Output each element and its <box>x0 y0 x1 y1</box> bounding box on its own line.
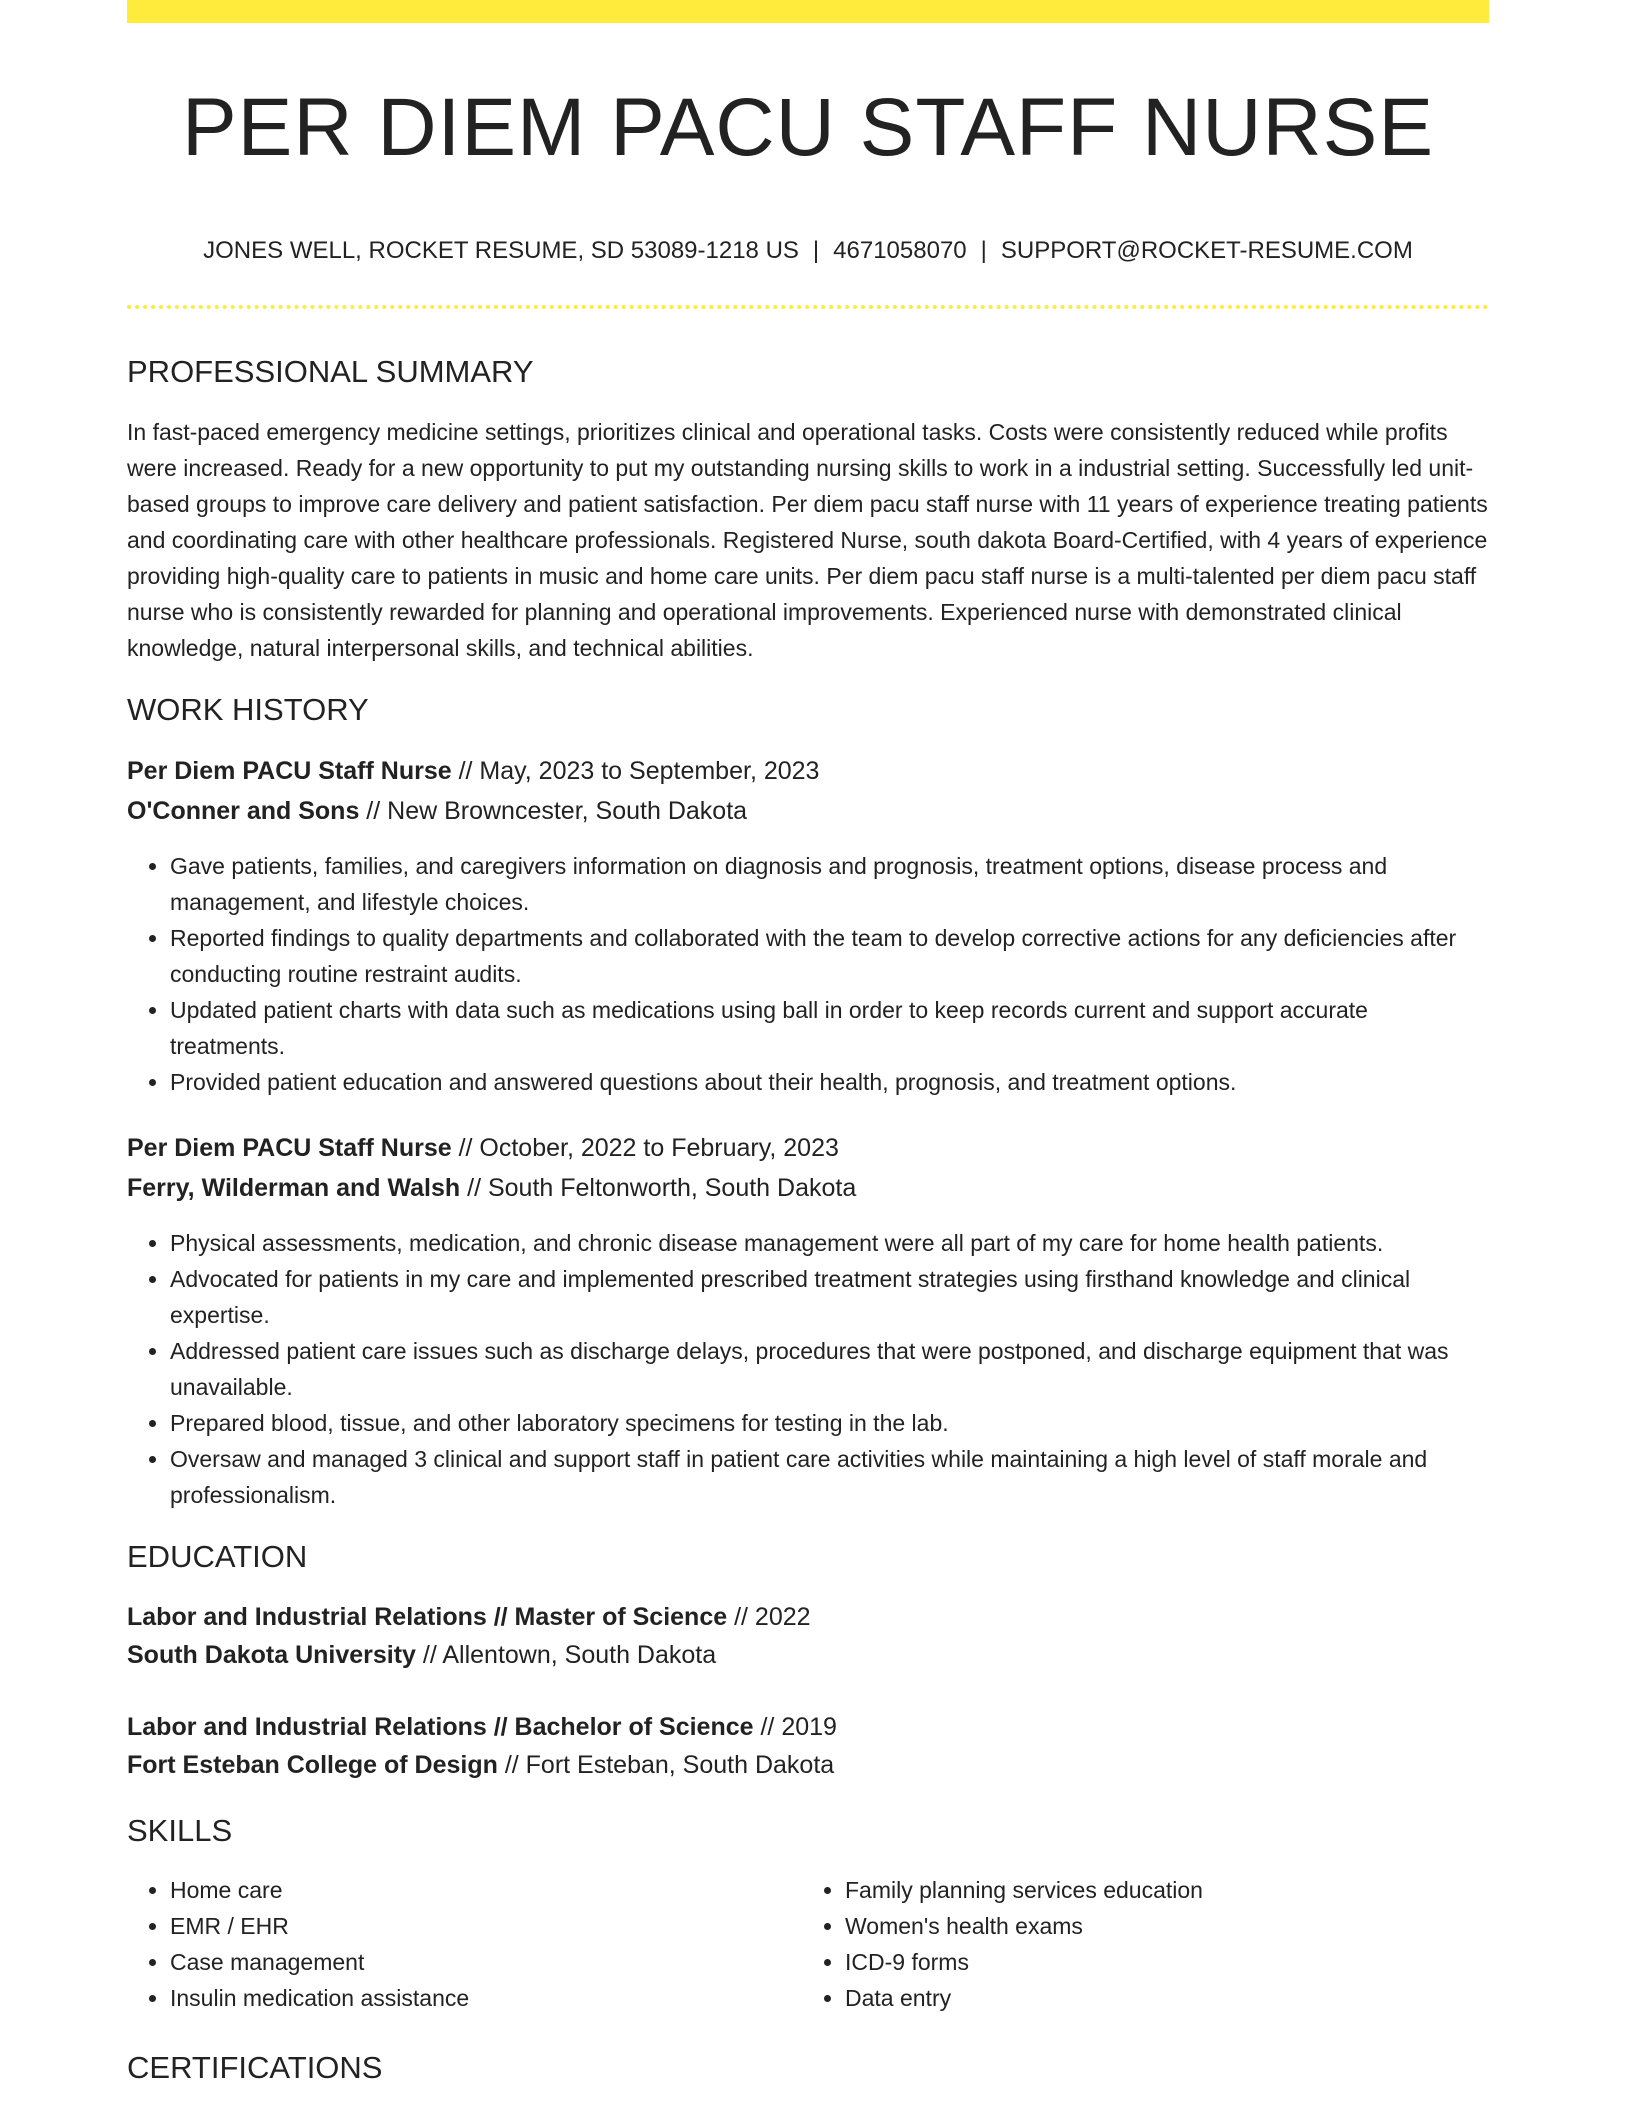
job-dates: // October, 2022 to February, 2023 <box>451 1134 839 1162</box>
job-company: O'Conner and Sons <box>127 797 360 825</box>
list-item: • Case management <box>170 1944 790 1980</box>
list-item: • Addressed patient care issues such as discharge delays, procedures that were postponed, and discharge equipment that was unavailable. <box>170 1333 1489 1405</box>
education-year: // 2019 <box>753 1713 837 1741</box>
job-company-line <box>127 792 1489 830</box>
job-dates: // May, 2023 to September, 2023 <box>451 757 820 785</box>
contact-separator: | <box>812 237 820 264</box>
job-title-line <box>127 752 1489 790</box>
job-company: Ferry, Wilderman and Walsh <box>127 1174 461 1202</box>
contact-address: JONES WELL, ROCKET RESUME, SD 53089-1218 US <box>203 237 799 264</box>
contact-phone: 4671058070 <box>833 237 967 264</box>
list-item: • Prepared blood, tissue, and other laboratory specimens for testing in the lab. <box>170 1405 1489 1441</box>
section-title-education: EDUCATION <box>127 1539 308 1574</box>
section-title-certifications: CERTIFICATIONS <box>127 2050 383 2085</box>
section-title-skills: SKILLS <box>127 1813 233 1848</box>
list-item: • Home care <box>170 1872 790 1908</box>
job-title-line <box>127 1129 1489 1167</box>
job-location: // South Feltonworth, South Dakota <box>460 1174 857 1202</box>
job-role: Per Diem PACU Staff Nurse <box>127 757 452 785</box>
job-location: // New Browncester, South Dakota <box>359 797 748 825</box>
education-degree: Labor and Industrial Relations // Bachelor of Science <box>127 1713 754 1741</box>
resume-title: PER DIEM PACU STAFF NURSE <box>181 82 1435 173</box>
job-company-line <box>127 1169 1489 1207</box>
education-school: South Dakota University <box>127 1641 416 1669</box>
list-item: • Provided patient education and answered questions about their health, prognosis, and treatment options. <box>170 1064 1489 1100</box>
header-divider <box>127 305 1489 309</box>
list-item: • Advocated for patients in my care and implemented prescribed treatment strategies using firsthand knowledge and clinical expertise. <box>170 1261 1489 1333</box>
list-item: • EMR / EHR <box>170 1908 790 1944</box>
skills-list-left <box>127 1872 790 2016</box>
education-degree: Labor and Industrial Relations // Master of Science <box>127 1603 728 1631</box>
summary-text: In fast-paced emergency medicine settings, prioritizes clinical and operational tasks. Costs were consistently reduced while profits were increased. Ready for a new opportunity to put my outstanding nursing skills to work in a industrial setting. Successfully led unit-based groups to improve care delivery and patient satisfaction. Per diem pacu staff nurse with 11 years of experience treating patients and coordinating care with other healthcare professionals. Registered Nurse, south dakota Board-Certified, with 4 years of experience providing high-quality care to patients in music and home care units. Per diem pacu staff nurse is a multi-talented per diem pacu staff nurse who is consistently rewarded for planning and operational improvements. Experienced nurse with demonstrated clinical knowledge, natural interpersonal skills, and technical abilities. <box>127 419 1488 661</box>
list-item: • Data entry <box>845 1980 1465 2016</box>
list-item: • Family planning services education <box>845 1872 1465 1908</box>
list-item: • Women's health exams <box>845 1908 1465 1944</box>
job-role: Per Diem PACU Staff Nurse <box>127 1134 452 1162</box>
education-degree-line <box>127 1708 1489 1746</box>
list-item: • Gave patients, families, and caregivers information on diagnosis and prognosis, treatment options, disease process and management, and lifestyle choices. <box>170 848 1489 920</box>
section-title-work-history: WORK HISTORY <box>127 692 369 727</box>
accent-bar <box>127 0 1489 23</box>
education-location: // Fort Esteban, South Dakota <box>497 1751 835 1779</box>
list-item: • Physical assessments, medication, and chronic disease management were all part of my care for home health patients. <box>170 1225 1489 1261</box>
education-school-line <box>127 1746 1489 1784</box>
list-item: • Insulin medication assistance <box>170 1980 790 2016</box>
list-item: • ICD-9 forms <box>845 1944 1465 1980</box>
education-year: // 2022 <box>727 1603 811 1631</box>
contact-separator: | <box>980 237 987 264</box>
skills-list-right <box>802 1872 1465 2016</box>
list-item: • Reported findings to quality departments and collaborated with the team to develop corrective actions for any deficiencies after conducting routine restraint audits. <box>170 920 1489 992</box>
job-bullets <box>127 848 1489 1100</box>
education-school: Fort Esteban College of Design <box>127 1751 498 1779</box>
contact-line <box>127 236 1489 266</box>
education-school-line <box>127 1636 1489 1674</box>
list-item: • Updated patient charts with data such as medications using ball in order to keep records current and support accurate treatments. <box>170 992 1489 1064</box>
contact-email: SUPPORT@ROCKET-RESUME.COM <box>1000 237 1413 264</box>
education-degree-line <box>127 1598 1489 1636</box>
education-location: // Allentown, South Dakota <box>415 1641 717 1669</box>
list-item: • Oversaw and managed 3 clinical and support staff in patient care activities while maintaining a high level of staff morale and professionalism. <box>170 1441 1489 1513</box>
section-title-summary: PROFESSIONAL SUMMARY <box>127 354 534 389</box>
job-bullets <box>127 1225 1489 1513</box>
